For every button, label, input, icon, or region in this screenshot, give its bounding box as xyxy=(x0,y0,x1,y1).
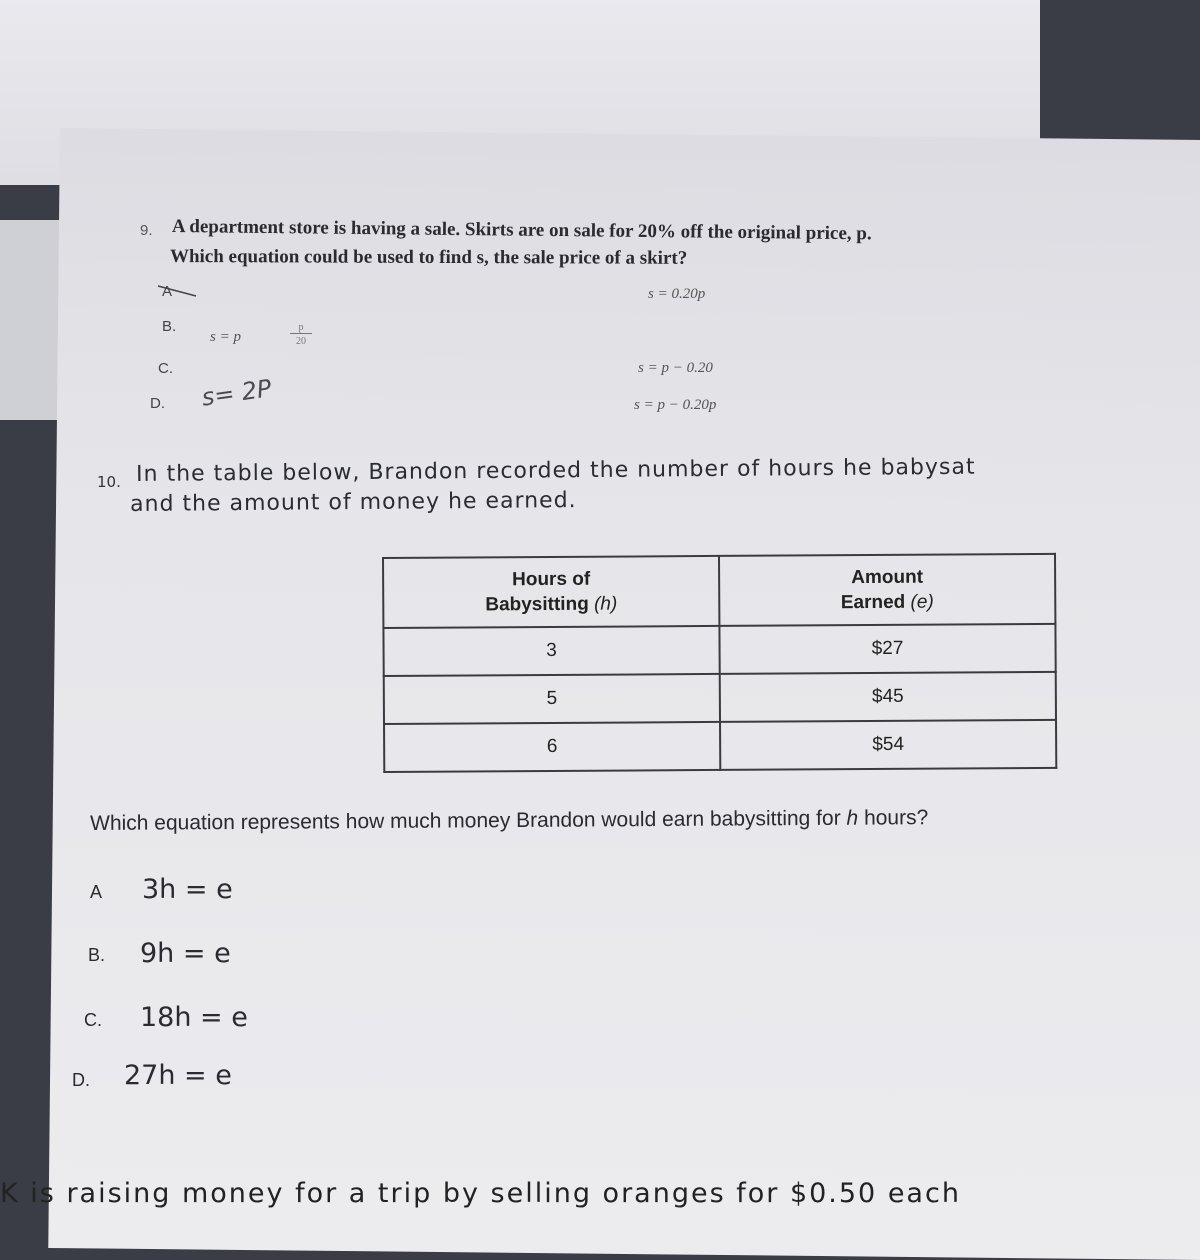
q9-option-b-fraction-num: p xyxy=(290,322,312,334)
q9-option-a-equation: s = 0.20p xyxy=(648,286,706,302)
q9-option-d-equation: s = p − 0.20p xyxy=(634,397,717,413)
next-question-partial: K is raising money for a trip by selling oranges for $0.50 each xyxy=(0,1178,961,1209)
q9-text-line2: Which equation could be used to find s, the sale price of a skirt? xyxy=(169,246,688,269)
cell-amount: $45 xyxy=(720,672,1056,722)
handwritten-answer: s= 2P xyxy=(200,374,274,412)
header-amount-line2: Earned xyxy=(840,591,906,614)
q10-question-pre: Which equation represents how much money Brandon would earn babysitting for xyxy=(90,806,841,835)
q9-option-b-label: B. xyxy=(162,318,177,335)
cell-hours: 3 xyxy=(383,626,719,676)
header-hours xyxy=(383,556,719,628)
cell-hours: 6 xyxy=(384,722,720,772)
cell-amount: $54 xyxy=(720,720,1056,770)
q10-text-line1: In the table below, Brandon recorded the number of hours he babysat xyxy=(136,454,976,487)
q9-option-b-fraction-den: 20 xyxy=(296,336,306,347)
header-amount-line1: Amount xyxy=(851,566,924,589)
q10-option-c-label: C. xyxy=(84,1010,102,1030)
q10-option-d-equation: 27h = e xyxy=(124,1060,232,1091)
table-row xyxy=(384,720,1056,772)
table-row xyxy=(383,624,1055,676)
q9-option-c-label: C. xyxy=(158,360,173,377)
q10-option-a-equation: 3h = e xyxy=(142,874,233,905)
q9-option-a-label: A xyxy=(162,283,173,300)
q10-option-a-label: A xyxy=(90,882,103,902)
q10-text-line2: and the amount of money he earned. xyxy=(130,488,577,517)
table-row xyxy=(384,672,1056,724)
q10-question-var: h xyxy=(846,806,859,830)
q10-number: 10. xyxy=(97,473,121,491)
cell-hours: 5 xyxy=(384,674,720,724)
q9-option-b-equation: s = p xyxy=(210,329,241,345)
q10-question-post: hours? xyxy=(863,806,929,830)
q10-option-c-equation: 18h = e xyxy=(140,1002,248,1033)
header-amount xyxy=(719,554,1055,626)
cell-amount: $27 xyxy=(719,624,1055,674)
header-hours-line1: Hours of xyxy=(512,568,591,591)
q10-option-b-label: B. xyxy=(88,945,106,965)
babysitting-table xyxy=(382,553,1057,773)
q9-option-c-equation: s = p − 0.20 xyxy=(638,360,713,376)
crossed-out-mark-icon xyxy=(156,282,200,302)
q10-option-d-label: D. xyxy=(72,1070,90,1090)
q9-text-line1: A department store is having a sale. Skirts are on sale for 20% off the original price, p. xyxy=(171,216,872,245)
table-header-row xyxy=(383,554,1055,628)
q9-number: 9. xyxy=(140,222,153,239)
q9-option-d-label: D. xyxy=(150,395,165,412)
q10-option-b-equation: 9h = e xyxy=(140,938,231,969)
header-hours-var: (h) xyxy=(593,593,618,615)
header-hours-line2: Babysitting xyxy=(485,593,589,616)
header-amount-var: (e) xyxy=(910,591,934,613)
